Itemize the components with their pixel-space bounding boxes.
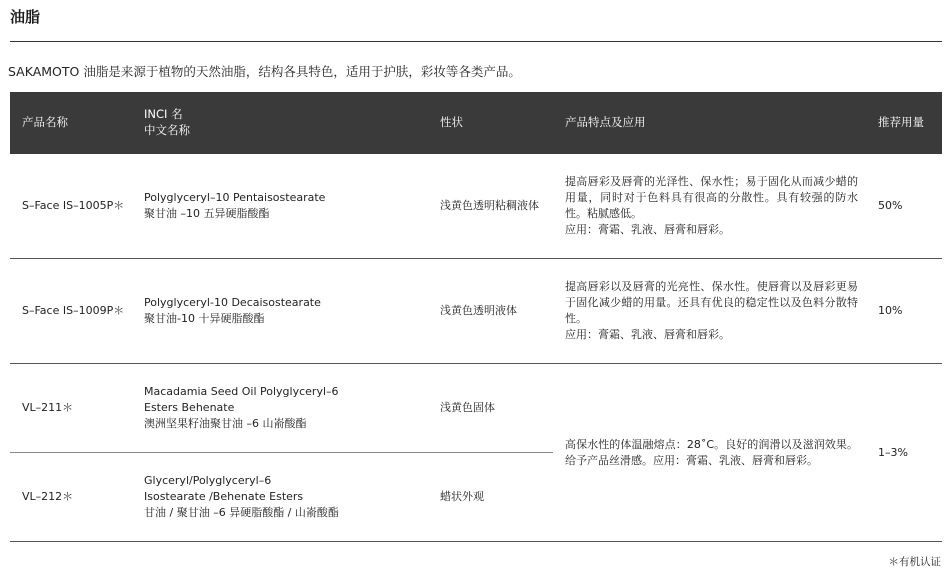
table-row <box>10 364 942 453</box>
product-name-cell: S–Face IS–1009P＊ <box>10 259 132 364</box>
inci-english: Polyglyceryl–10 Pentaisostearate <box>144 191 326 205</box>
appearance-cell: 浅黄色透明液体 <box>428 259 553 364</box>
features-text: 提高唇彩及唇膏的光泽性、保水性；易于固化从而减少蜡的用量，同时对于色料具有很高的分散性。具有较强的防水性。粘腻感低。 <box>565 175 858 220</box>
organic-certification-footnote: ＊有机认证 <box>888 556 941 568</box>
inci-cell <box>132 364 428 453</box>
header-inci-line1: INCI 名 <box>144 107 183 122</box>
dosage-cell: 1–3% <box>866 364 942 542</box>
table-header-row <box>10 92 942 154</box>
features-cell <box>553 154 866 259</box>
title-divider <box>10 41 942 42</box>
header-appearance: 性状 <box>428 92 553 154</box>
inci-english: Polyglyceryl-10 Decaisostearate <box>144 296 321 310</box>
product-table <box>10 92 942 542</box>
inci-chinese: 聚甘油 –10 五异硬脂酸酯 <box>144 207 270 220</box>
header-product-name: 产品名称 <box>10 92 132 154</box>
application-text: 应用：膏霜、乳液、唇膏和唇彩。 <box>565 327 730 341</box>
table-row <box>10 259 942 364</box>
intro-text: SAKAMOTO 油脂是来源于植物的天然油脂，结构各具特色，适用于护肤，彩妆等各类产品。 <box>8 64 521 79</box>
appearance-cell: 蜡状外观 <box>428 453 553 542</box>
inci-english: Isostearate /Behenate Esters <box>144 490 304 504</box>
header-inci <box>132 92 428 154</box>
page-title: 油脂 <box>10 8 41 26</box>
application-text: 应用：膏霜、乳液、唇膏和唇彩。 <box>565 222 730 236</box>
table-row <box>10 154 942 259</box>
header-dosage: 推荐用量 <box>866 92 942 154</box>
appearance-cell: 浅黄色透明粘稠液体 <box>428 154 553 259</box>
product-name-cell: S–Face IS–1005P＊ <box>10 154 132 259</box>
product-name-cell: VL–211＊ <box>10 364 132 453</box>
inci-cell <box>132 154 428 259</box>
dosage-cell: 10% <box>866 259 942 364</box>
inci-english: Macadamia Seed Oil Polyglyceryl–6 <box>144 385 339 399</box>
inci-chinese: 澳洲坚果籽油聚甘油 –6 山嵛酸酯 <box>144 416 307 430</box>
inci-english: Glyceryl/Polyglyceryl–6 <box>144 474 272 488</box>
inci-cell <box>132 259 428 364</box>
appearance-cell: 浅黄色固体 <box>428 364 553 453</box>
inci-chinese: 聚甘油-10 十异硬脂酸酯 <box>144 312 265 325</box>
header-features: 产品特点及应用 <box>553 92 866 154</box>
header-inci-line2: 中文名称 <box>144 123 190 137</box>
inci-cell <box>132 453 428 542</box>
inci-chinese: 甘油 / 聚甘油 –6 异硬脂酸酯 / 山嵛酸酯 <box>144 505 339 519</box>
features-text: 提高唇彩以及唇膏的光亮性、保水性。使唇膏以及唇彩更易于固化减少蜡的用量。还具有优良的稳定性以及色料分散特性。 <box>565 280 858 325</box>
inci-english: Esters Behenate <box>144 401 235 415</box>
features-cell: 高保水性的体温融熔点：28˚C。良好的润滑以及滋润效果。给予产品丝滑感。应用：膏霜、乳液、唇膏和唇彩。 <box>553 364 866 542</box>
dosage-cell: 50% <box>866 154 942 259</box>
product-name-cell: VL–212＊ <box>10 453 132 542</box>
features-cell <box>553 259 866 364</box>
